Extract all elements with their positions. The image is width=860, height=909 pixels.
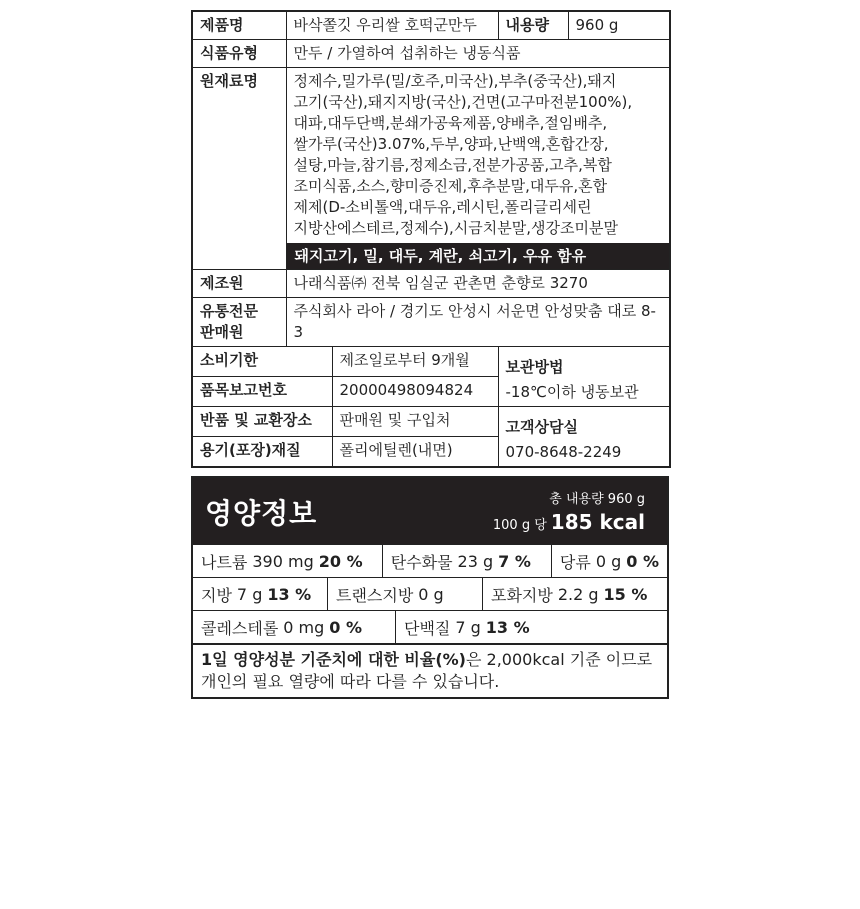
storage: -18℃이하 냉동보관 bbox=[505, 383, 639, 401]
distributor: 주식회사 라아 / 경기도 안성시 서운면 안성맞춤 대로 8-3 bbox=[286, 298, 670, 347]
return: 판매원 및 구입처 bbox=[332, 407, 498, 437]
product-name: 바삭쫄깃 우리쌀 호떡군만두 bbox=[286, 11, 498, 40]
product-name-label: 제품명 bbox=[192, 11, 286, 40]
row-distributor bbox=[192, 298, 670, 347]
nutrient-value: 390 mg bbox=[252, 551, 314, 571]
nutrient-name: 콜레스테롤 bbox=[201, 618, 279, 638]
nutrient-value: 0 g bbox=[595, 551, 622, 571]
row-expiry bbox=[192, 347, 670, 377]
ingredients-cell bbox=[286, 68, 670, 270]
ingredients-line: 고기(국산),돼지지방(국산),건면(고구마전분100%), bbox=[293, 93, 633, 111]
nutrition-per bbox=[493, 510, 645, 534]
allergy-banner: 돼지고기, 밀, 대두, 계란, 쇠고기, 우유 함유 bbox=[287, 243, 670, 269]
nutrient-pct: 13 % bbox=[267, 584, 312, 604]
volume: 960 g bbox=[568, 11, 670, 40]
nutrition-panel bbox=[191, 476, 669, 699]
ingredients-line: 대파,대두단백,분쇄가공육제품,양배추,절임배추, bbox=[293, 114, 608, 132]
nutrition-row bbox=[193, 610, 667, 643]
ingredients-line: 조미식품,소스,향미증진제,후추분말,대두유,혼합 bbox=[293, 177, 608, 195]
container-label: 용기(포장)재질 bbox=[192, 436, 332, 467]
nutrient-name: 지방 bbox=[201, 585, 232, 605]
food-type: 만두 / 가열하여 섭취하는 냉동식품 bbox=[286, 40, 670, 68]
ingredients-text bbox=[287, 68, 670, 243]
nutrition-footnote bbox=[193, 643, 667, 697]
nutrient-sodium bbox=[193, 545, 382, 577]
food-type-label: 식품유형 bbox=[192, 40, 286, 68]
distributor-label bbox=[192, 298, 286, 347]
nutrient-pct: 0 % bbox=[329, 617, 363, 637]
nutrient-value: 7 g bbox=[236, 584, 263, 604]
nutrient-pct: 7 % bbox=[498, 551, 531, 571]
cs: 070-8648-2249 bbox=[505, 443, 622, 461]
nutrient-pct: 13 % bbox=[485, 617, 530, 637]
nutrition-title: 영양정보 bbox=[205, 497, 318, 530]
ingredients-label: 원재료명 bbox=[192, 68, 286, 270]
row-ingredients bbox=[192, 68, 670, 270]
nutrient-name: 당류 bbox=[559, 552, 591, 572]
nutrition-header bbox=[193, 478, 667, 544]
ingredients-line: 제제(D-소비톨액,대두유,레시틴,폴리글리세린 bbox=[293, 198, 592, 216]
manufacturer-label: 제조원 bbox=[192, 270, 286, 298]
nutrient-protein bbox=[395, 611, 667, 643]
footnote-rest: 은 2,000kcal 기준 이므로 개인의 필요 열량에 따라 다를 수 있습니다. bbox=[201, 650, 653, 691]
cs-cell bbox=[498, 407, 670, 468]
distributor-label-line: 판매원 bbox=[200, 323, 244, 341]
row-return bbox=[192, 407, 670, 437]
nutrient-value: 2.2 g bbox=[557, 584, 599, 604]
ingredients-line: 쌀가루(국산)3.07%,두부,양파,난백액,혼합간장, bbox=[293, 135, 609, 153]
nutrient-name: 포화지방 bbox=[491, 585, 553, 605]
product-info-table bbox=[191, 10, 671, 468]
storage-cell bbox=[498, 347, 670, 407]
nutrient-saturated-fat bbox=[482, 578, 667, 610]
nutrition-kcal: 185 kcal bbox=[550, 510, 645, 534]
return-label: 반품 및 교환장소 bbox=[192, 407, 332, 437]
volume-label: 내용량 bbox=[498, 11, 568, 40]
nutrient-name: 나트륨 bbox=[201, 552, 248, 572]
nutrient-carbs bbox=[382, 545, 551, 577]
report-label: 품목보고번호 bbox=[192, 377, 332, 407]
nutrition-row bbox=[193, 577, 667, 610]
nutrient-value: 0 g bbox=[418, 584, 444, 604]
nutrient-name: 탄수화물 bbox=[390, 552, 453, 572]
distributor-label-line: 유통전문 bbox=[200, 302, 258, 320]
nutrition-total: 총 내용량 960 g bbox=[549, 492, 645, 507]
cs-label: 고객상담실 bbox=[505, 418, 578, 436]
label-wrap bbox=[191, 10, 669, 699]
manufacturer: 나래식품㈜ 전북 임실군 관촌면 춘향로 3270 bbox=[286, 270, 670, 298]
container: 폴리에틸렌(내면) bbox=[332, 436, 498, 467]
nutrient-value: 23 g bbox=[457, 551, 494, 571]
row-manufacturer bbox=[192, 270, 670, 298]
nutrient-fat bbox=[193, 578, 327, 610]
nutrient-pct: 20 % bbox=[318, 551, 363, 571]
nutrient-trans-fat bbox=[327, 578, 482, 610]
nutrition-row bbox=[193, 544, 667, 577]
nutrient-name: 단백질 bbox=[404, 618, 451, 638]
ingredients-line: 설탕,마늘,참기름,정제소금,전분가공품,고추,복합 bbox=[293, 156, 612, 174]
report: 20000498094824 bbox=[332, 377, 498, 407]
expiry-label: 소비기한 bbox=[192, 347, 332, 377]
nutrient-value: 0 mg bbox=[283, 617, 325, 637]
ingredients-line: 정제수,밀가루(밀/호주,미국산),부추(중국산),돼지 bbox=[293, 72, 617, 90]
nutrient-name: 트랜스지방 bbox=[336, 585, 414, 605]
row-food-type bbox=[192, 40, 670, 68]
nutrient-pct: 0 % bbox=[626, 551, 659, 571]
footnote-bold: 1일 영양성분 기준치에 대한 비율(%) bbox=[201, 650, 466, 669]
row-product-name bbox=[192, 11, 670, 40]
nutrient-sugars bbox=[551, 545, 667, 577]
nutrient-value: 7 g bbox=[455, 617, 481, 637]
expiry: 제조일로부터 9개월 bbox=[332, 347, 498, 377]
nutrient-cholesterol bbox=[193, 611, 395, 643]
nutrition-per-unit: 100 g 당 bbox=[492, 518, 547, 533]
nutrient-pct: 15 % bbox=[603, 584, 648, 604]
storage-label: 보관방법 bbox=[505, 358, 564, 376]
ingredients-line: 지방산에스테르,정제수),시금치분말,생강조미분말 bbox=[293, 219, 618, 237]
